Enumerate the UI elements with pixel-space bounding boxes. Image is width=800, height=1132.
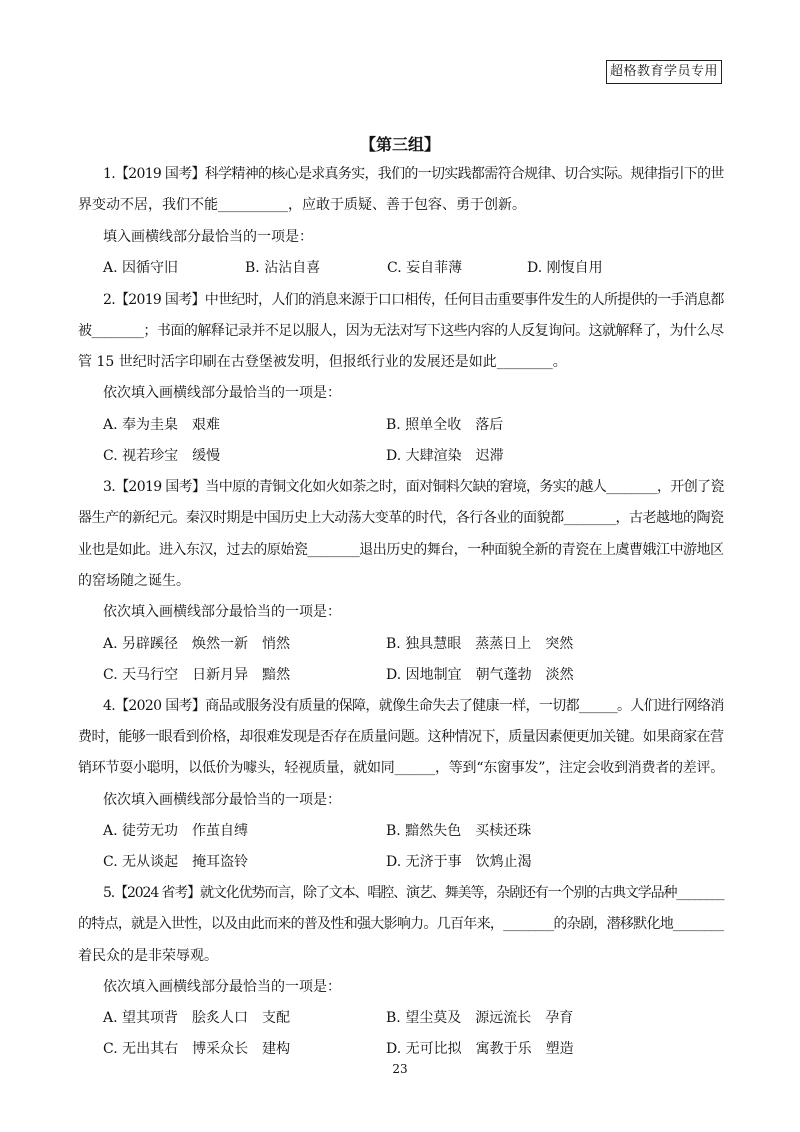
q5-stem-line: 5.【2024 省考】就文化优势而言，除了文本、唱腔、演艺、舞美等，杂剧还有一个别的古典文学品种________ (103, 885, 724, 901)
q2-option-b: B. 照单全收 落后 (386, 417, 504, 433)
q3-prompt: 依次填入画横线部分最恰当的一项是： (103, 604, 341, 620)
q2-stem-line: 管 15 世纪时活字印刷在古登堡被发明，但报纸行业的发展还是如此________。 (78, 354, 567, 370)
q5-option-a: A. 望其项背 脍炙人口 支配 (103, 1010, 291, 1026)
q4-stem-line: 费时，能够一眼看到价格，却很难发现是否存在质量问题。这种情况下，质量因素便更加关键。如果商家在营 (78, 729, 724, 745)
q4-option-c: C. 无从谈起 掩耳盗铃 (103, 854, 249, 870)
q2-stem-line: 被________；书面的解释记录并不足以服人，因为无法对写下这些内容的人反复询问。这就解释了，为什么尽 (78, 323, 724, 339)
q3-stem-line: 3.【2019 国考】当中原的青铜文化如火如荼之时，面对铜料欠缺的窘境，务实的越人________，开创了瓷 (103, 479, 724, 495)
q1-option-d: D. 刚愎自用 (527, 260, 603, 276)
q1-option-c: C. 妄自菲薄 (387, 260, 463, 276)
q3-option-c: C. 天马行空 日新月异 黯然 (103, 667, 291, 683)
q5-stem-line: 的特点，就是入世性，以及由此而来的普及性和强大影响力。几百年来，________的杂剧，潜移默化地________ (78, 916, 724, 932)
q2-option-c: C. 视若珍宝 缓慢 (103, 448, 221, 464)
section-title: 【第三组】 (359, 135, 440, 154)
q3-stem-line: 器生产的新纪元。秦汉时期是中国历史上大动荡大变革的时代，各行各业的面貌都________，古老越地的陶瓷 (78, 510, 724, 526)
q3-option-d: D. 因地制宜 朝气蓬勃 淡然 (386, 667, 574, 683)
q5-prompt: 依次填入画横线部分最恰当的一项是： (103, 979, 341, 995)
q2-option-d: D. 大肆渲染 迟滞 (386, 448, 504, 464)
q2-option-a: A. 奉为圭臬 艰难 (103, 417, 221, 433)
q1-option-a: A. 因循守旧 (103, 260, 179, 276)
q2-prompt: 依次填入画横线部分最恰当的一项是： (103, 385, 341, 401)
q4-option-a: A. 徒劳无功 作茧自缚 (103, 823, 249, 839)
q5-option-b: B. 望尘莫及 源远流长 孕育 (386, 1010, 574, 1026)
q1-prompt: 填入画横线部分最恰当的一项是： (103, 229, 313, 245)
q1-stem-line: 1.【2019 国考】科学精神的核心是求真务实，我们的一切实践都需符合规律、切合实际。规律指引下的世 (103, 166, 724, 182)
q4-option-b: B. 黯然失色 买椟还珠 (386, 823, 532, 839)
q5-stem-line: 着民众的是非荣辱观。 (78, 948, 218, 964)
q4-stem-line: 4.【2020 国考】商品或服务没有质量的保障，就像生命失去了健康一样，一切都______。人们进行网络消 (103, 698, 724, 714)
q1-option-b: B. 沾沾自喜 (245, 260, 321, 276)
q2-stem-line: 2.【2019 国考】中世纪时，人们的消息来源于口口相传，任何目击重要事件发生的人所提供的一手消息都 (103, 292, 724, 308)
q4-stem-line: 销环节耍小聪明，以低价为噱头，轻视质量，就如同______，等到“东窗事发”，注定会收到消费者的差评。 (78, 760, 725, 776)
q3-option-a: A. 另辟蹊径 焕然一新 悄然 (103, 636, 291, 652)
q4-prompt: 依次填入画横线部分最恰当的一项是： (103, 792, 341, 808)
q1-stem-line: 界变动不居，我们不能__________，应敢于质疑、善于包容、勇于创新。 (78, 197, 526, 213)
q3-stem-line: 的窑场随之诞生。 (78, 573, 190, 589)
q5-option-c: C. 无出其右 博采众长 建构 (103, 1041, 291, 1057)
q3-stem-line: 业也是如此。进入东汉，过去的原始瓷________退出历史的舞台，一种面貌全新的青瓷在上虞曹娥江中游地区 (78, 542, 724, 558)
q5-option-d: D. 无可比拟 寓教于乐 塑造 (386, 1041, 574, 1057)
q4-option-d: D. 无济于事 饮鸩止渴 (386, 854, 532, 870)
q3-option-b: B. 独具慧眼 蒸蒸日上 突然 (386, 636, 574, 652)
page-number: 23 (392, 1062, 408, 1076)
header-tag: 超格教育学员专用 (606, 60, 722, 84)
